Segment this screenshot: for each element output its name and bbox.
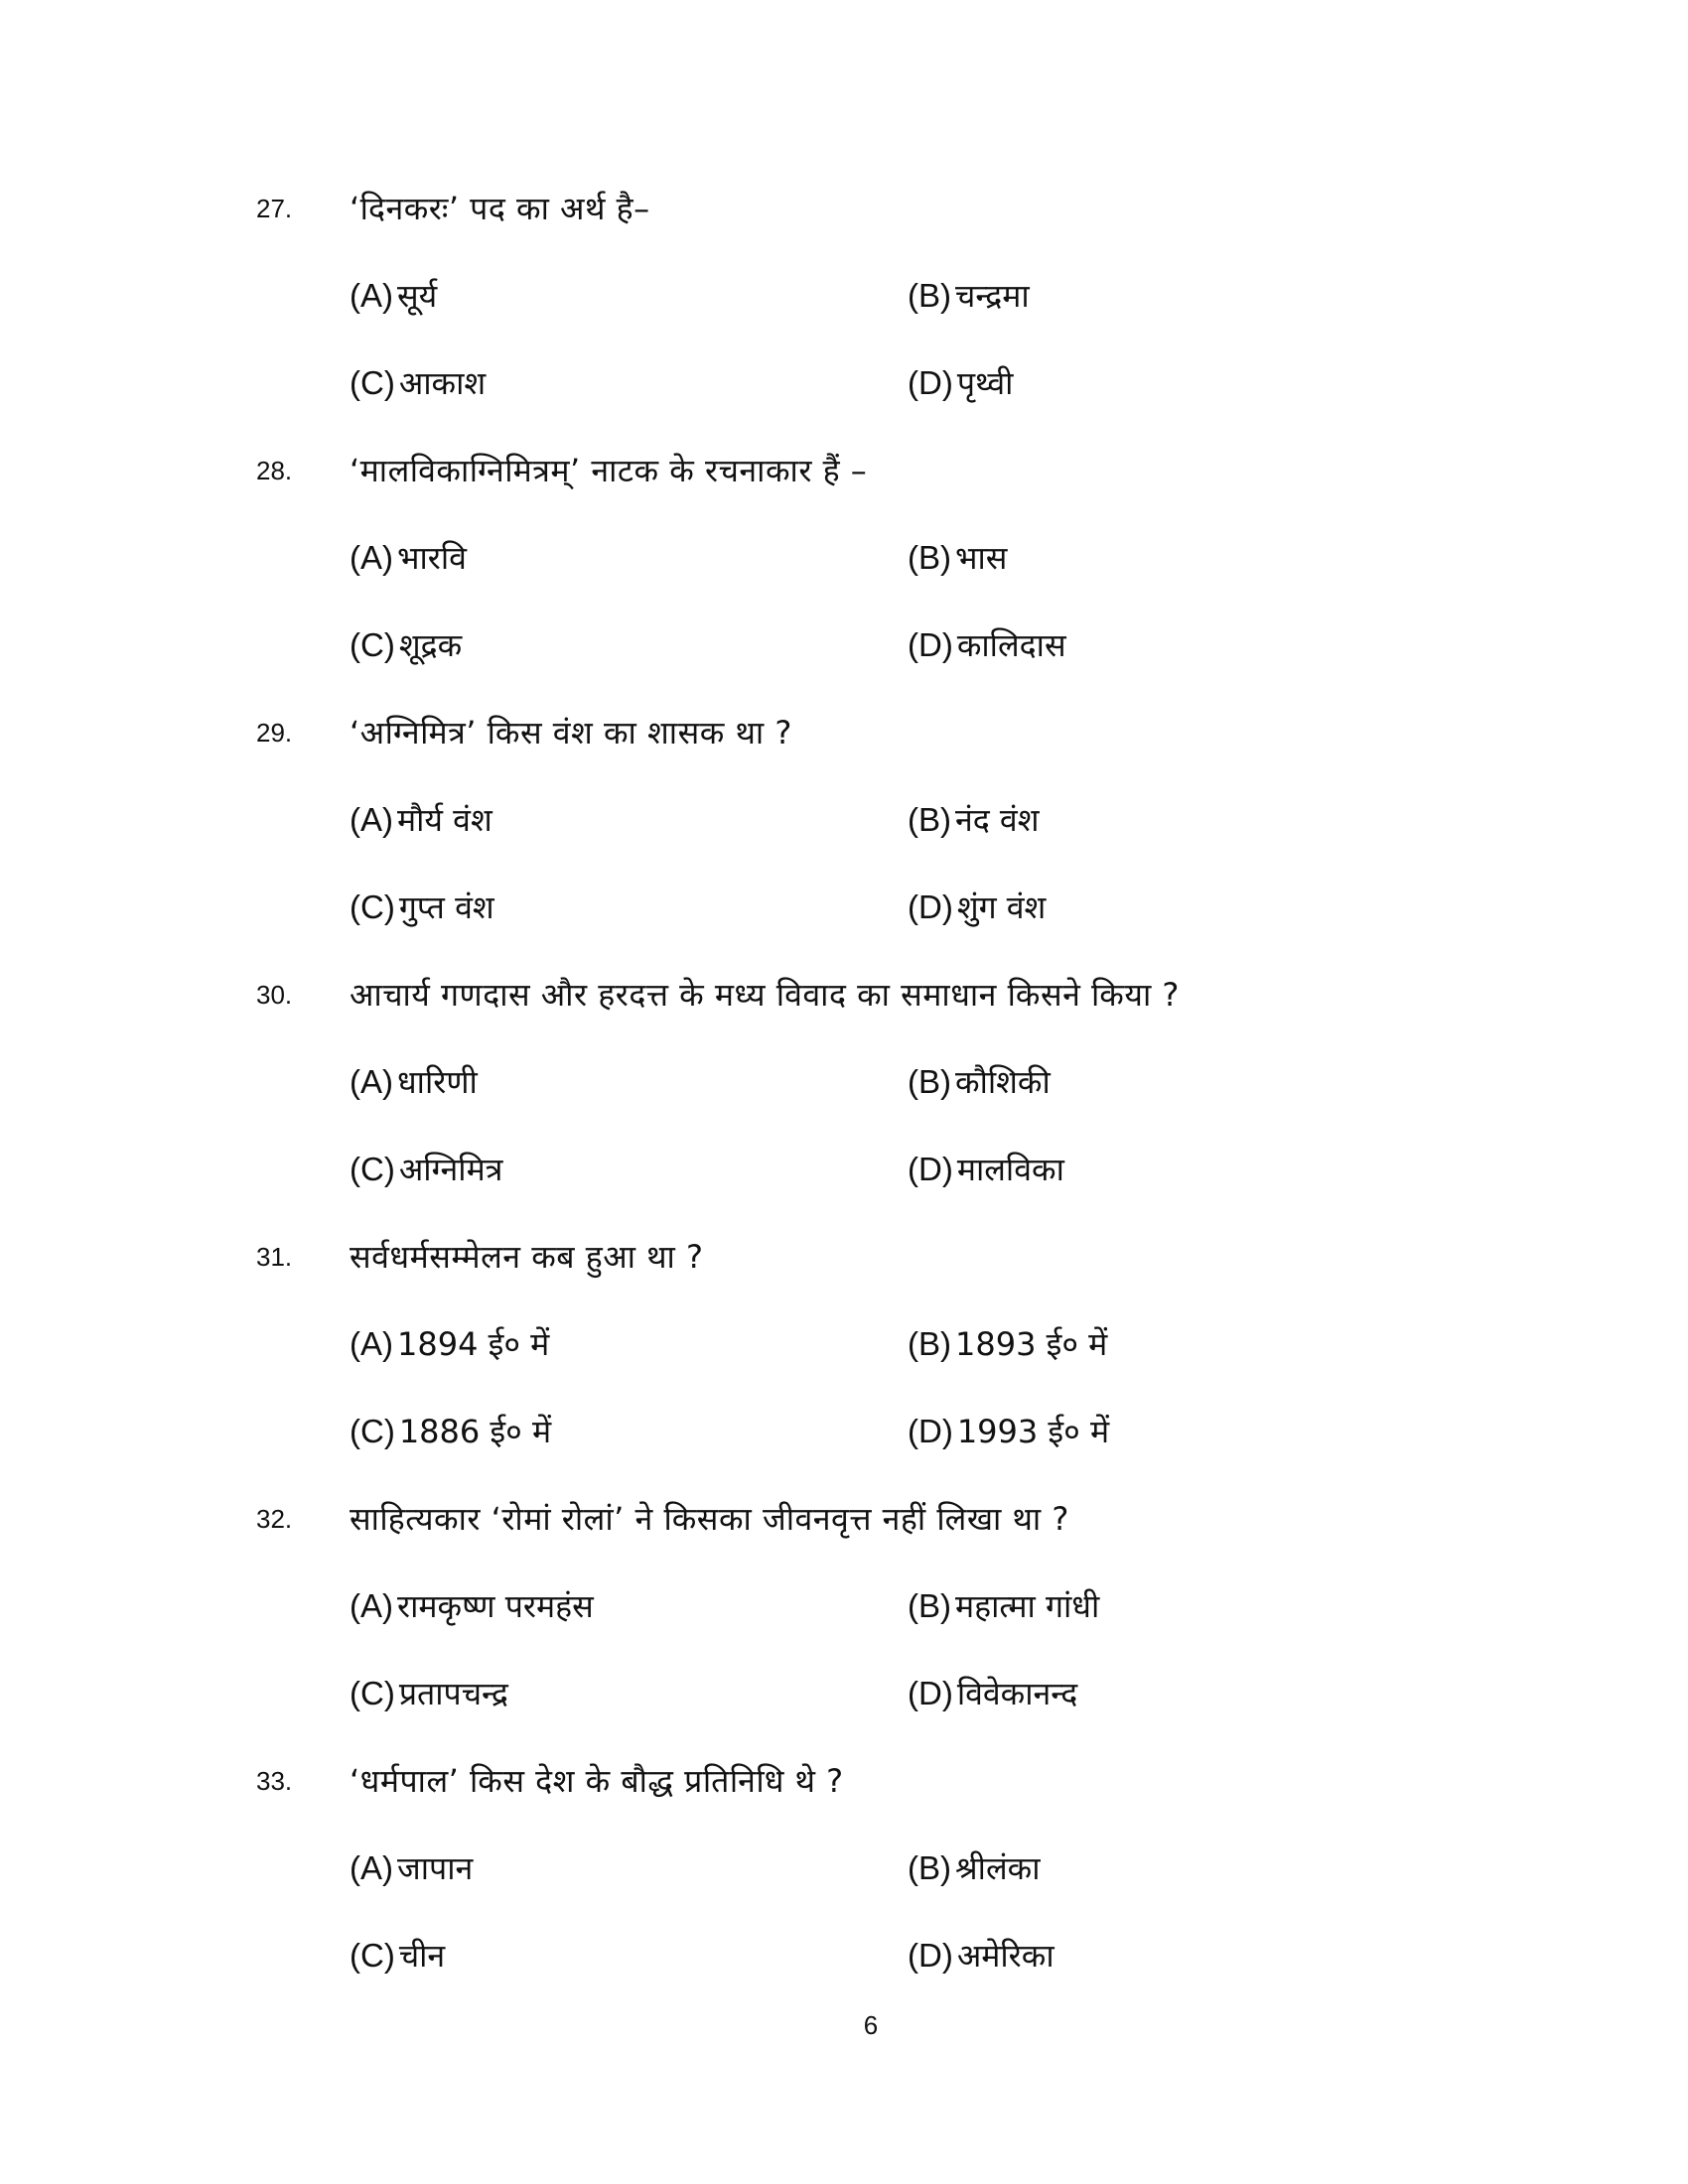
- option-b: [908, 1839, 1041, 1898]
- option-text: प्रतापचन्द्र: [398, 1675, 508, 1712]
- option-label: (D): [908, 626, 953, 663]
- option-text: रामकृष्ण परमहंस: [397, 1587, 594, 1625]
- option-label: (D): [908, 1151, 953, 1187]
- option-text: 1886 ई० में: [398, 1413, 552, 1450]
- option-text: कालिदास: [956, 626, 1066, 664]
- option-text: गुप्त वंश: [398, 888, 494, 926]
- option-a: [350, 1839, 473, 1898]
- option-text: चीन: [398, 1937, 446, 1975]
- option-b: [908, 266, 1030, 326]
- option-text: सूर्य: [397, 277, 438, 315]
- option-a: [350, 266, 437, 326]
- option-label: (D): [908, 1937, 953, 1974]
- question-number: 27.: [256, 194, 293, 223]
- option-label: (C): [350, 1151, 395, 1187]
- question-31: [0, 1227, 1688, 1489]
- option-b: [908, 790, 1039, 850]
- question-text: सर्वधर्मसम्मेलन कब हुआ था ?: [350, 1238, 704, 1276]
- option-d: [908, 1664, 1077, 1723]
- option-d: [908, 1402, 1109, 1461]
- option-d: [908, 353, 1013, 413]
- option-text: चन्द्रमा: [955, 277, 1030, 315]
- option-text: भास: [955, 539, 1008, 577]
- option-label: (D): [908, 1413, 953, 1449]
- option-label: (C): [350, 1937, 395, 1974]
- question-number: 28.: [256, 456, 293, 485]
- option-label: (A): [350, 1587, 393, 1624]
- option-a: [350, 1052, 478, 1112]
- option-b: [908, 1314, 1107, 1374]
- option-label: (C): [350, 626, 395, 663]
- option-a: [350, 1576, 594, 1636]
- option-label: (C): [350, 888, 395, 925]
- option-label: (C): [350, 364, 395, 401]
- option-a: [350, 790, 492, 850]
- option-c: [350, 353, 486, 413]
- option-label: (C): [350, 1413, 395, 1449]
- option-c: [350, 1140, 502, 1199]
- option-label: (A): [350, 277, 393, 314]
- option-label: (B): [908, 1587, 951, 1624]
- option-text: महात्मा गांधी: [955, 1587, 1100, 1625]
- option-label: (B): [908, 1849, 951, 1886]
- option-text: 1893 ई० में: [955, 1325, 1108, 1363]
- page-number: 6: [863, 2010, 879, 2040]
- question-text: ‘दिनकरः’ पद का अर्थ है–: [350, 190, 650, 227]
- question-text: ‘धर्मपाल’ किस देश के बौद्ध प्रतिनिधि थे ?: [350, 1762, 844, 1800]
- option-text: धारिणी: [397, 1063, 478, 1101]
- question-number: 33.: [256, 1766, 293, 1796]
- option-c: [350, 1664, 508, 1723]
- question-text: साहित्यकार ‘रोमां रोलां’ ने किसका जीवनवृत्त नहीं लिखा था ?: [350, 1500, 1069, 1538]
- option-label: (A): [350, 801, 393, 838]
- option-text: शुंग वंश: [956, 888, 1047, 926]
- question-28: [0, 441, 1688, 703]
- option-c: [350, 615, 462, 675]
- question-text: आचार्य गणदास और हरदत्त के मध्य विवाद का समाधान किसने किया ?: [350, 976, 1180, 1014]
- option-label: (A): [350, 1063, 393, 1100]
- option-b: [908, 1576, 1099, 1636]
- question-29: [0, 703, 1688, 965]
- option-a: [350, 528, 467, 588]
- option-label: (A): [350, 539, 393, 576]
- question-text: ‘मालविकाग्निमित्रम्’ नाटक के रचनाकार हैं –: [350, 452, 868, 489]
- option-label: (C): [350, 1675, 395, 1711]
- option-c: [350, 1926, 445, 1985]
- option-text: शूद्रक: [398, 626, 463, 664]
- option-label: (A): [350, 1849, 393, 1886]
- option-d: [908, 1140, 1064, 1199]
- question-number: 29.: [256, 718, 293, 748]
- option-text: जापान: [397, 1849, 474, 1887]
- option-c: [350, 878, 494, 937]
- option-text: मालविका: [956, 1151, 1064, 1188]
- option-label: (B): [908, 1063, 951, 1100]
- option-text: कौशिकी: [955, 1063, 1051, 1101]
- option-text: अमेरिका: [956, 1937, 1055, 1975]
- question-30: [0, 965, 1688, 1227]
- option-label: (A): [350, 1325, 393, 1362]
- option-label: (D): [908, 1675, 953, 1711]
- option-label: (D): [908, 888, 953, 925]
- option-text: आकाश: [398, 364, 487, 402]
- question-32: [0, 1489, 1688, 1751]
- option-d: [908, 1926, 1055, 1985]
- option-d: [908, 878, 1046, 937]
- option-a: [350, 1314, 549, 1374]
- question-text: ‘अग्निमित्र’ किस वंश का शासक था ?: [350, 714, 792, 751]
- option-label: (B): [908, 1325, 951, 1362]
- option-text: 1993 ई० में: [956, 1413, 1110, 1450]
- option-text: नंद वंश: [955, 801, 1040, 839]
- option-text: अग्निमित्र: [398, 1151, 503, 1188]
- option-text: मौर्य वंश: [397, 801, 492, 839]
- option-label: (B): [908, 801, 951, 838]
- option-text: भारवि: [397, 539, 467, 577]
- option-text: 1894 ई० में: [397, 1325, 550, 1363]
- option-d: [908, 615, 1066, 675]
- question-number: 32.: [256, 1504, 293, 1534]
- option-label: (B): [908, 277, 951, 314]
- option-c: [350, 1402, 551, 1461]
- question-number: 30.: [256, 980, 293, 1010]
- question-33: [0, 1751, 1688, 2013]
- option-text: पृथ्वी: [956, 364, 1014, 402]
- question-27: [0, 179, 1688, 441]
- option-b: [908, 1052, 1051, 1112]
- option-label: (B): [908, 539, 951, 576]
- option-text: विवेकानन्द: [956, 1675, 1078, 1712]
- option-b: [908, 528, 1007, 588]
- question-number: 31.: [256, 1242, 293, 1272]
- option-text: श्रीलंका: [955, 1849, 1041, 1887]
- option-label: (D): [908, 364, 953, 401]
